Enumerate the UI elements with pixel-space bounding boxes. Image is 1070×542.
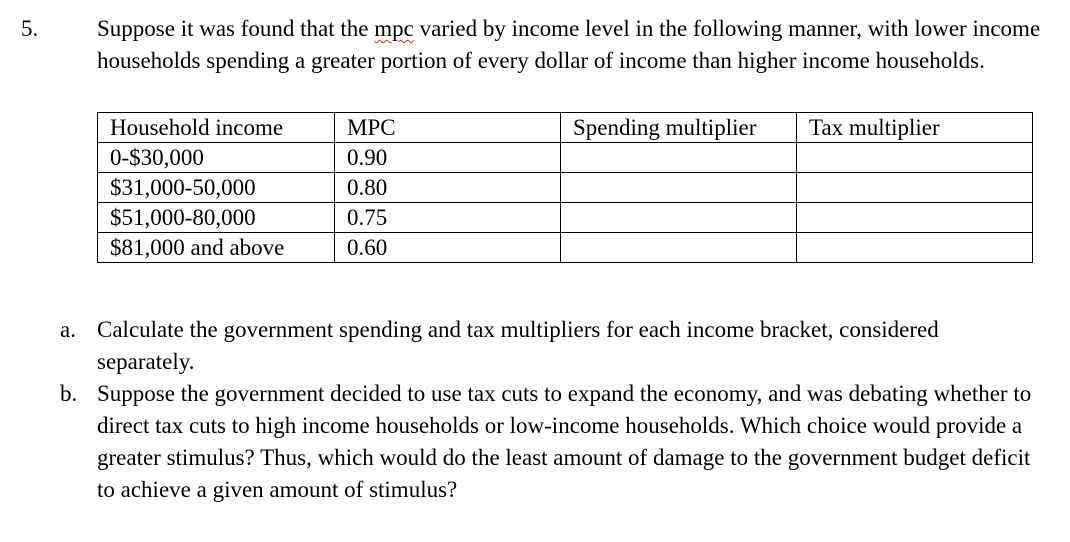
table-row <box>98 203 1033 233</box>
cell-mpc: 0.80 <box>335 173 561 203</box>
cell-spending-multiplier <box>561 233 797 263</box>
cell-mpc: 0.90 <box>335 143 561 173</box>
header-household-income: Household income <box>98 113 335 143</box>
part-b-text: Suppose the government decided to use tax cuts to expand the economy, and was debating whether to direct tax cuts to high income households or low-income households. Which choice would provide a greater stimulus? Thus, which would do the least amount of damage to the government budget deficit to achieve a given amount of stimulus? <box>97 381 1032 502</box>
cell-spending-multiplier <box>561 173 797 203</box>
spellcheck-term-mpc: mpc <box>374 16 414 41</box>
cell-mpc: 0.75 <box>335 203 561 233</box>
part-b-label: b. <box>60 381 78 406</box>
table-row <box>98 233 1033 263</box>
cell-tax-multiplier <box>797 233 1033 263</box>
cell-tax-multiplier <box>797 143 1033 173</box>
cell-income: $81,000 and above <box>98 233 335 263</box>
header-spending-multiplier: Spending multiplier <box>561 113 797 143</box>
table-header-row <box>98 113 1033 143</box>
part-a-label: a. <box>60 317 76 342</box>
cell-spending-multiplier <box>561 143 797 173</box>
cell-tax-multiplier <box>797 173 1033 203</box>
cell-mpc: 0.60 <box>335 233 561 263</box>
cell-spending-multiplier <box>561 203 797 233</box>
cell-income: $51,000-80,000 <box>98 203 335 233</box>
cell-tax-multiplier <box>797 203 1033 233</box>
cell-income: 0-$30,000 <box>98 143 335 173</box>
table-row <box>98 173 1033 203</box>
part-a <box>60 314 1040 378</box>
question-intro <box>97 13 1047 77</box>
intro-text-end: varied by income level in the following manner, with lower income households spending a greater portion of every dollar of income than higher income households. <box>97 16 1041 73</box>
part-b <box>60 378 1040 506</box>
cell-income: $31,000-50,000 <box>98 173 335 203</box>
header-mpc: MPC <box>335 113 561 143</box>
question-parts <box>60 314 1040 506</box>
question-number: 5. <box>21 16 39 41</box>
header-tax-multiplier: Tax multiplier <box>797 113 1033 143</box>
part-a-text: Calculate the government spending and tax multipliers for each income bracket, considered separately. <box>97 317 939 374</box>
table-row <box>98 143 1033 173</box>
intro-text-start: Suppose it was found that the <box>97 16 375 41</box>
mpc-table <box>97 112 1033 263</box>
